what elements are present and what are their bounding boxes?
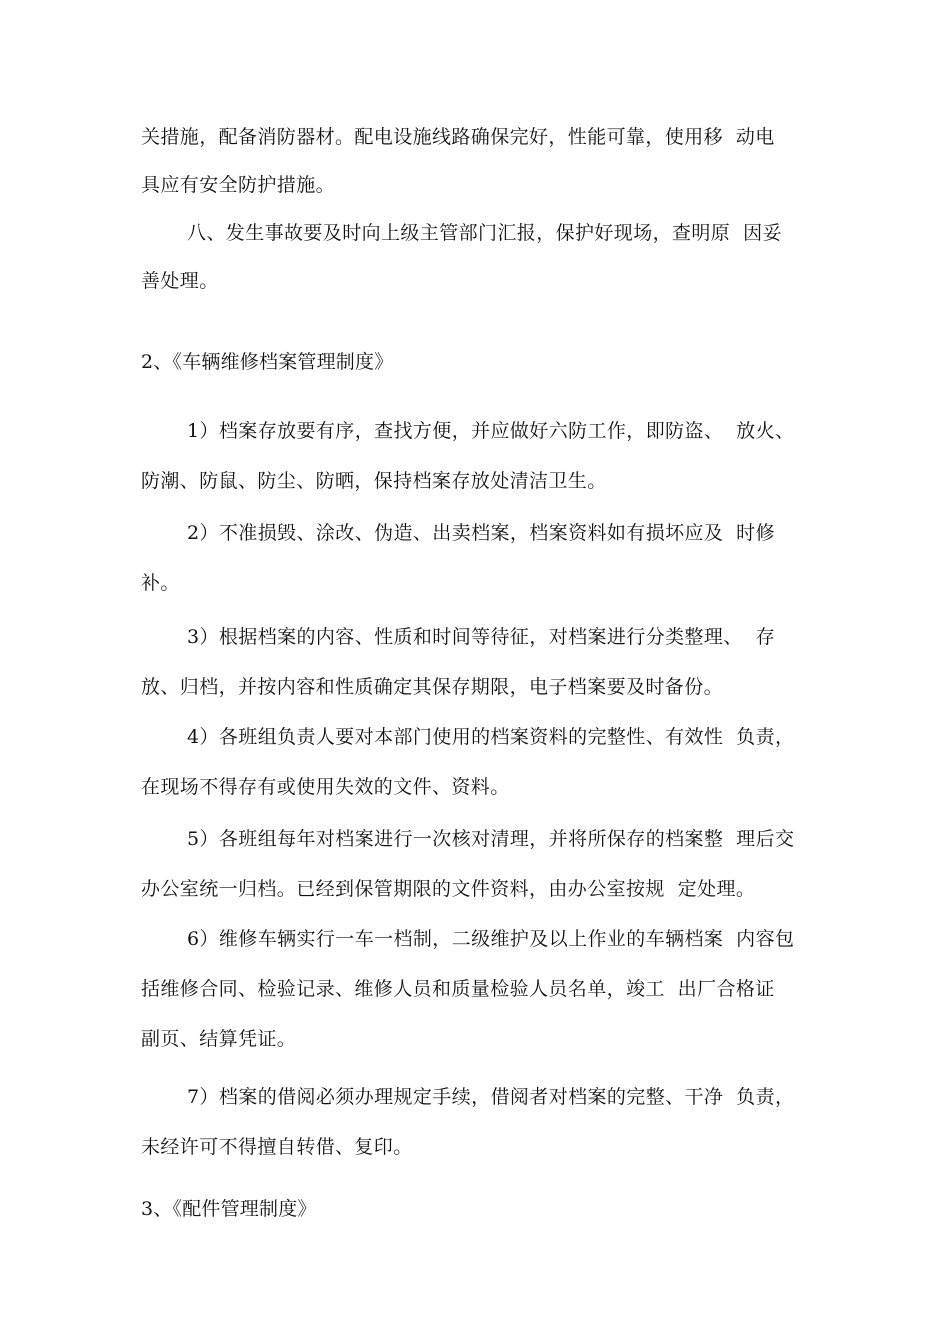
item-4-line-1: 4）各班组负责人要对本部门使用的档案资料的完整性、有效性 负责， <box>187 726 795 748</box>
item-3-line-2: 放、归档，并按内容和性质确定其保存期限，电子档案要及时备份。 <box>141 676 724 698</box>
item-2-line-2: 补。 <box>141 572 180 594</box>
paragraph-eight-line-1: 八、发生事故要及时向上级主管部门汇报，保护好现场，查明原 因妥 <box>187 222 782 244</box>
item-6-line-3: 副页、结算凭证。 <box>141 1028 297 1050</box>
item-1-line-1: 1）档案存放要有序，查找方便，并应做好六防工作，即防盗、 放火、 <box>187 420 795 442</box>
item-1-line-2: 防潮、防鼠、防尘、防晒，保持档案存放处清洁卫生。 <box>141 470 607 492</box>
item-6-line-2: 括维修合同、检验记录、维修人员和质量检验人员名单，竣工 出厂合格证 <box>141 978 775 1000</box>
section-3-title: 3、《配件管理制度》 <box>141 1198 317 1220</box>
item-2-line-1: 2）不准损毁、涂改、伪造、出卖档案，档案资料如有损坏应及 时修 <box>187 522 775 544</box>
item-7-line-1: 7）档案的借阅必须办理规定手续，借阅者对档案的完整、干净 负责， <box>187 1086 795 1108</box>
section-2-title: 2、《车辆维修档案管理制度》 <box>141 351 394 373</box>
item-5-line-2: 办公室统一归档。已经到保管期限的文件资料，由办公室按规 定处理。 <box>141 878 756 900</box>
item-6-line-1: 6）维修车辆实行一车一档制，二级维护及以上作业的车辆档案 内容包 <box>187 928 795 950</box>
item-7-line-2: 未经许可不得擅自转借、复印。 <box>141 1136 413 1158</box>
item-5-line-1: 5）各班组每年对档案进行一次核对清理，并将所保存的档案整 理后交 <box>187 828 795 850</box>
paragraph-prev-line-1: 关措施，配备消防器材。配电设施线路确保完好，性能可靠，使用移 动电 <box>141 126 775 148</box>
paragraph-prev-line-2: 具应有安全防护措施。 <box>141 174 336 196</box>
paragraph-eight-line-2: 善处理。 <box>141 270 219 292</box>
item-4-line-2: 在现场不得存有或使用失效的文件、资料。 <box>141 776 510 798</box>
item-3-line-1: 3）根据档案的内容、性质和时间等待征，对档案进行分类整理、 存 <box>187 626 775 648</box>
